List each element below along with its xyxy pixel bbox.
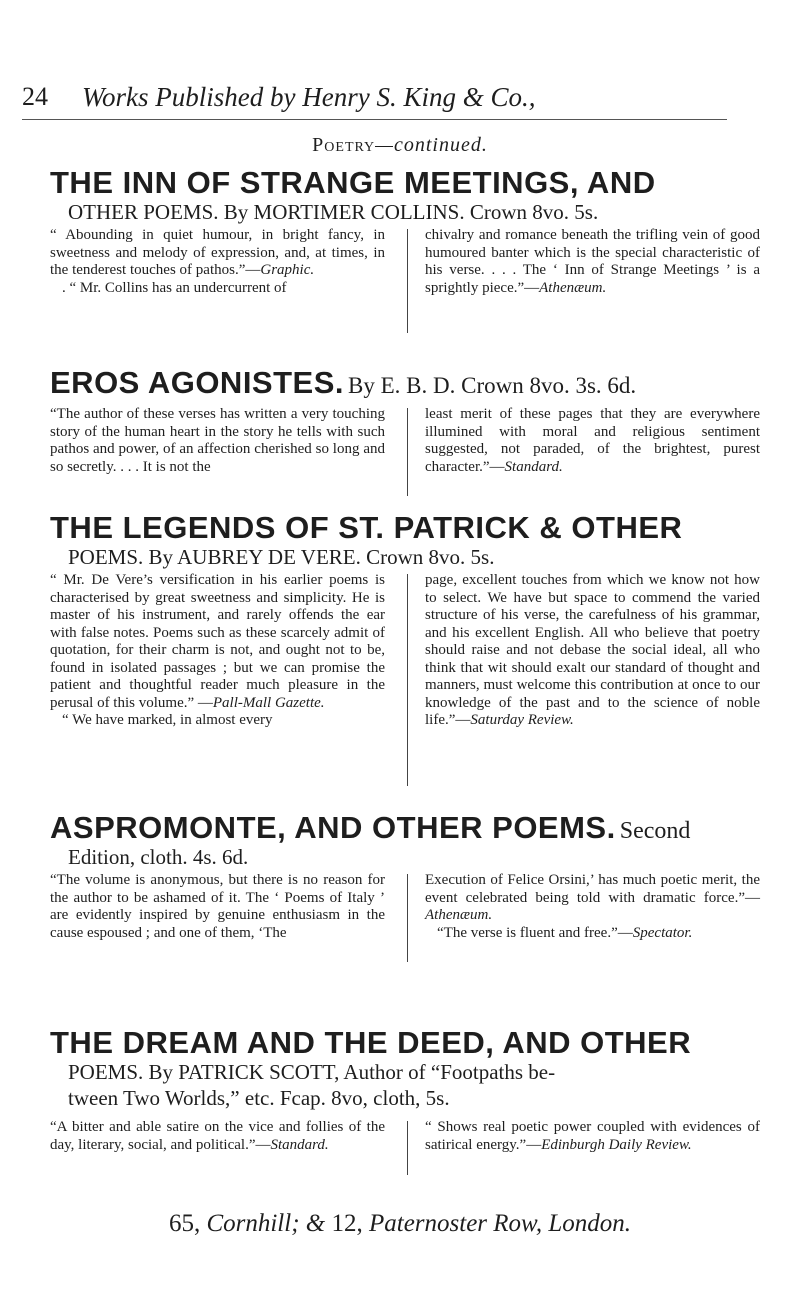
address-number: 12, [331,1210,363,1237]
review-column-right [425,406,760,476]
entry-aspromonte [50,812,770,870]
review-source: Pall-Mall Gazette. [212,694,325,711]
section-label: Poetry [312,134,376,156]
page-number: 24 [22,82,48,111]
review-source: Spectator. [632,924,693,941]
entry-reviews [50,227,765,347]
entry-imprint: By E. B. D. Crown 8vo. 3s. 6d. [348,373,637,398]
header-rule [22,119,727,120]
entry-reviews [50,1119,765,1189]
review-column-right [425,572,760,730]
review-text: “ Mr. De Vere’s versification in his earlier poems is characterised by great sweetness and simplicity. He is master of his instrument, and rarely offends the ear with false notes. Poems such as these scarcely admit of quotation, for their charm is not, and ought not to be, found in isolated passages ; but we can promise the patient and thoughtful reader much pleasure in the perusal of this volume.” — [50,572,385,711]
entry-legends-of-st-patrick [50,512,770,570]
ampersand: & [305,1210,326,1237]
review-text: “ We have marked, in almost every [62,712,273,728]
entry-eros-agonistes [50,367,770,399]
review-text: “The verse is fluent and free.”—Spectator. [437,924,693,941]
review-text: . “ Mr. Collins has an undercurrent of [62,279,287,296]
review-text: “ Abounding in quiet humour, in bright fancy, in sweetness and melody of expression, and, at times, in the tenderest touches of pathos.”— [50,227,385,278]
review-text: “A bitter and able satire on the vice and follies of the day, literary, social, and political.”— [50,1119,385,1153]
review-text: “The volume is anonymous, but there is no reason for the author to be ashamed of it. The ‘ Poems of Italy ’ are evidently inspired by genuine enthusiasm in the cause espoused ; and one of them, ‘The [50,872,385,941]
column-divider [407,1121,408,1175]
review-text: “The author of these verses has written a very touching story of the human heart in the story he tells with such pathos and power, of an affection cherished so long and so secretly. . . . It is not the [50,406,385,475]
review-column-right [425,1119,760,1154]
column-divider [407,408,408,496]
review-source: Graphic. [260,262,315,278]
column-divider [407,874,408,962]
running-head [22,82,782,118]
entry-imprint: OTHER POEMS. By MORTIMER COLLINS. Crown 8vo. 5s. [68,200,599,224]
column-divider [407,229,408,333]
review-source: Standard. [504,458,563,475]
review-source: Saturday Review. [470,712,574,728]
review-text: page, excellent touches from which we know not how to select. We have but space to commend the varied structure of his verse, the carefulness of his grammar, and his excellent English. All who believe that poetry should raise and not debase the social ideal, all who think that wit should exalt our standard of thought and manners, must welcome this contribution at once to our knowledge of the past and to the science of noble life.”— [425,572,760,728]
entry-title: THE LEGENDS OF ST. PATRICK & OTHER [50,510,683,545]
entry-inn-of-strange-meetings [50,167,770,225]
review-column-right [425,872,760,942]
column-divider [407,574,408,786]
address-street: Paternoster Row, London. [368,1210,632,1237]
review-column-left [50,872,385,942]
review-text: least merit of these pages that they are everywhere illumined with moral and religious sentiment suggested, not paraded, of the brightest, purest character.”— [425,406,760,475]
publisher-address [0,1210,800,1238]
review-source: Edinburgh Daily Review. [541,1136,692,1153]
entry-title: THE DREAM AND THE DEED, AND OTHER [50,1025,692,1060]
entry-imprint: POEMS. By AUBREY DE VERE. Crown 8vo. 5s. [68,545,495,569]
review-column-left [50,572,385,730]
review-column-right [425,227,760,297]
review-text: “ Shows real poetic power coupled with evidences of satirical energy.”— [425,1119,760,1153]
address-number: 65, [168,1210,201,1237]
entry-title: THE INN OF STRANGE MEETINGS, AND [50,165,656,200]
entry-reviews [50,872,765,962]
review-source: Athenæum. [425,907,493,923]
review-source: Standard. [270,1136,329,1153]
section-suffix: —continued. [375,134,488,156]
entry-imprint: tween Two Worlds,” etc. Fcap. 8vo, cloth, 5s. [68,1086,450,1110]
entry-imprint: Edition, cloth. 4s. 6d. [68,845,249,869]
entry-reviews [50,406,765,496]
entry-reviews [50,572,765,802]
section-heading [0,134,800,157]
entry-title: EROS AGONISTES. [50,365,345,400]
review-text: chivalry and romance beneath the trifling vein of good humoured banter which is the special characteristic of his verse. . . . The ‘ Inn of Strange Meetings ’ is a sprightly piece.”— [425,227,760,296]
entry-title-tail: Second [619,818,691,844]
entry-imprint: POEMS. By PATRICK SCOTT, Author of “Footpaths be- [68,1060,556,1084]
entry-title: ASPROMONTE, AND OTHER POEMS. [50,810,616,845]
address-street: Cornhill; [206,1210,300,1237]
review-column-left [50,406,385,476]
review-column-left [50,227,385,297]
review-column-left [50,1119,385,1154]
review-source: Athenæum. [539,279,607,296]
running-head-title: Works Published by Henry S. King & Co., [82,82,536,112]
entry-dream-and-the-deed [50,1027,770,1111]
review-text: Execution of Felice Orsini,’ has much poetic merit, the event celebrated being told with dramatic force.”— [425,872,760,906]
